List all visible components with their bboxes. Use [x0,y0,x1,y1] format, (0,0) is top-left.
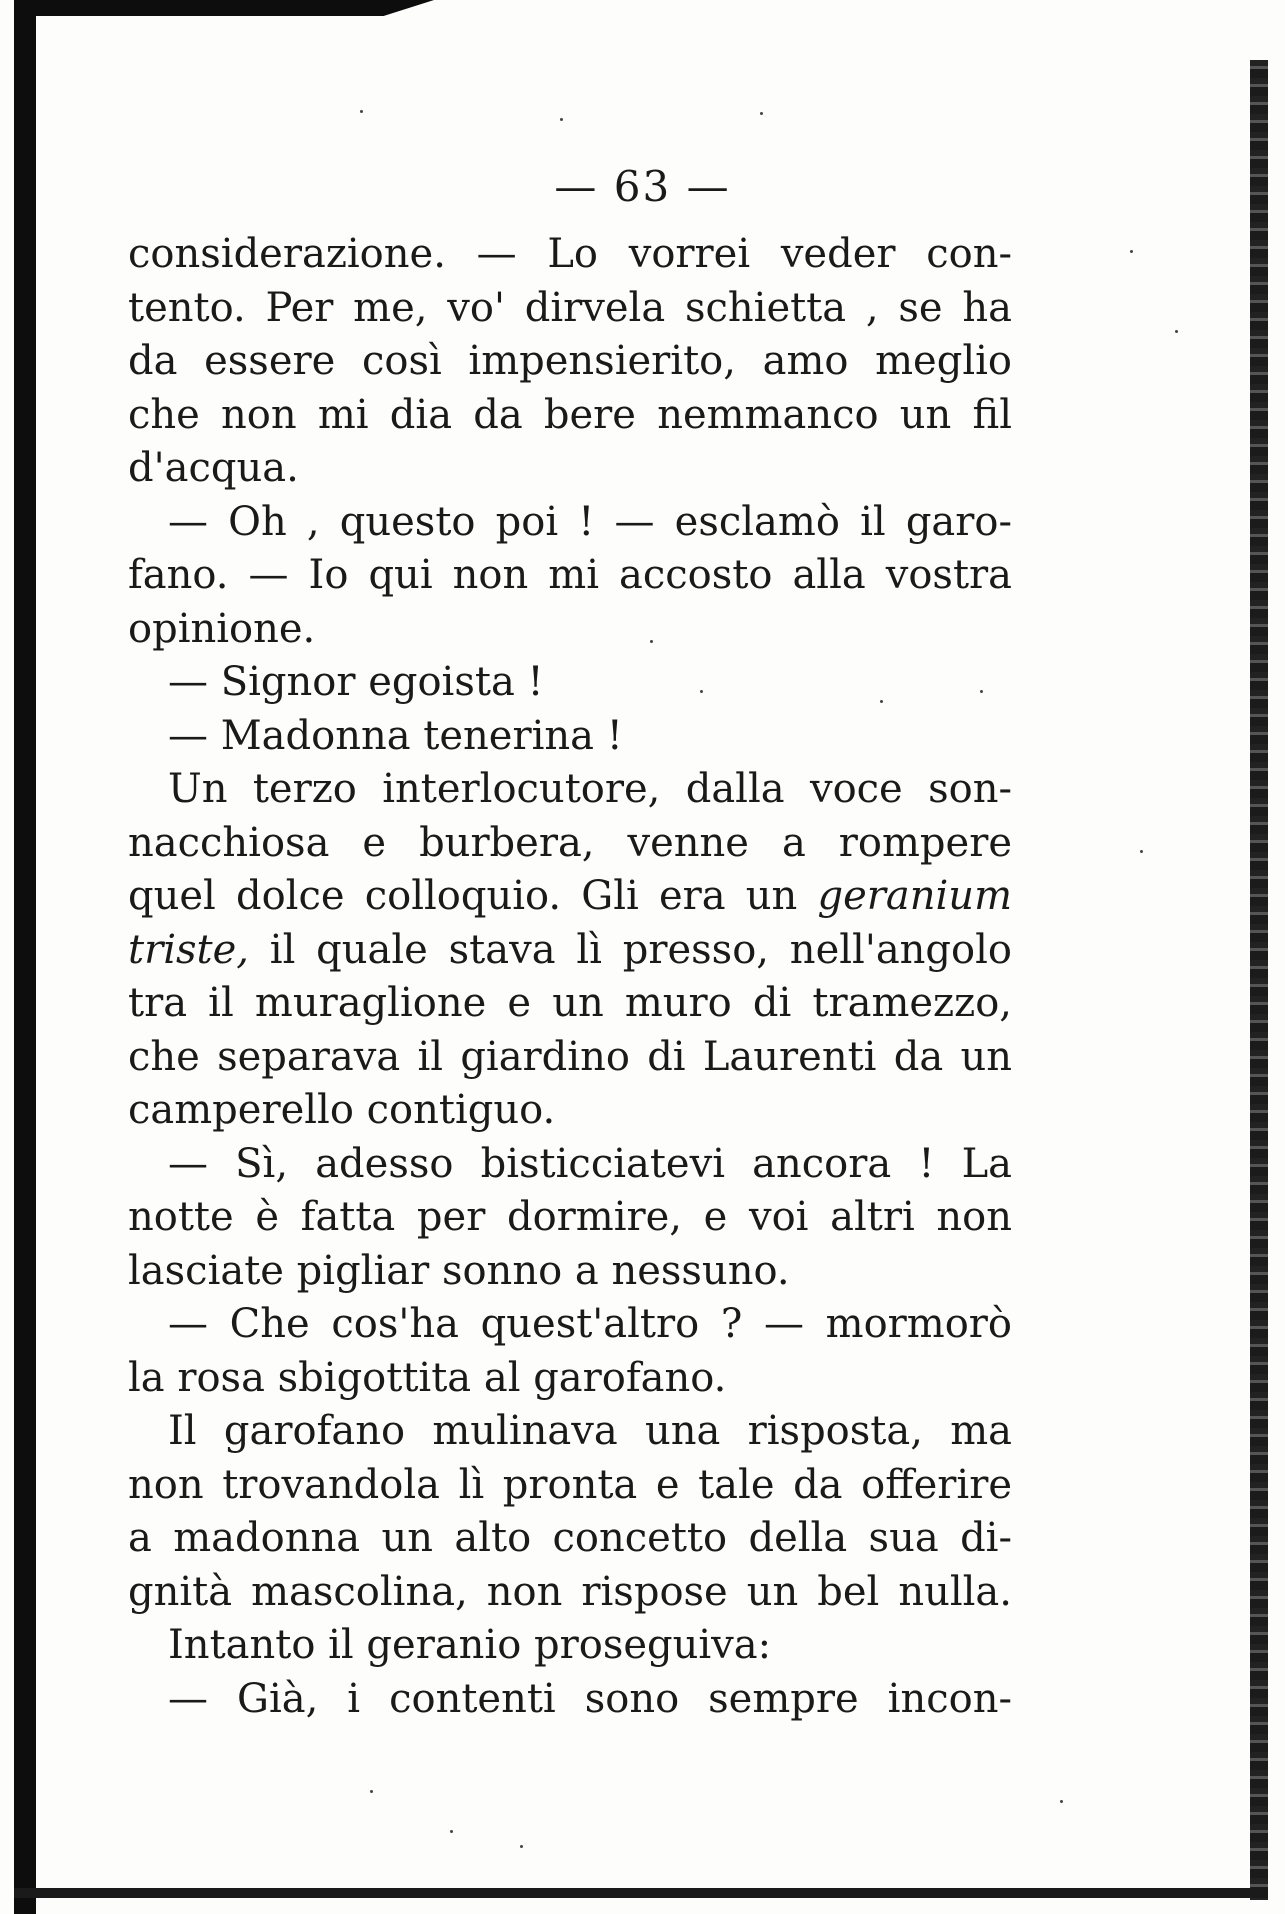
italic-term: triste, [128,926,249,973]
italic-term: geranium [817,873,1012,919]
text-line: lasciate pigliar sonno a nessuno. [128,1247,790,1294]
text-line: fano. — Io qui non mi accosto alla vostra [128,552,1012,598]
text-line: Il garofano mulinava una risposta, ma [168,1408,1012,1454]
text-line: d'acqua. [128,445,299,491]
text-line: notte è fatta per dormire, e voi altri non [128,1194,1012,1240]
text-line [128,870,1012,924]
text-line: — Oh , questo poi ! — esclamò il garo- [168,498,1012,545]
scan-speck [360,110,363,113]
scan-speck [450,1830,453,1833]
text-line: — Signor egoista ! [168,659,544,705]
text-line: non trovandola lì pronta e tale da offerire [128,1461,1012,1508]
text-line: a madonna un alto concetto della sua di- [128,1515,1012,1561]
body-text [128,228,1012,1726]
text-line: gnità mascolina, non rispose un bel nulla. [128,1568,1012,1615]
text-line: camperello contiguo. [128,1087,556,1133]
text-line: — Che cos'ha quest'altro ? — mormorò [168,1301,1012,1347]
text-line [128,924,1012,978]
text-line: che non mi dia da bere nemmanco un fil [128,391,1012,438]
page-bottom-edge [14,1888,1268,1898]
page-left-edge [14,0,36,1914]
text-line: — Sì, adesso bisticciatevi ancora ! La [168,1140,1012,1187]
text-line: Intanto il geranio proseguiva: [168,1622,772,1668]
scan-speck [370,1790,373,1793]
scan-speck [760,112,763,115]
page-top-edge [14,0,434,16]
page-number: — 63 — [554,162,731,211]
text-segment: quel dolce colloquio. Gli era un [128,873,818,919]
text-line: tra il muraglione e un muro di tramezzo, [128,980,1012,1026]
text-line: che separava il giardino di Laurenti da un [128,1033,1012,1080]
text-segment: il quale stava lì presso, nell'angolo [248,926,1012,973]
text-line: da essere così impensierito, amo meglio [128,338,1012,384]
page-right-edge [1250,60,1268,1900]
text-line: — Madonna tenerina ! [168,712,623,759]
text-line: la rosa sbigottita al garofano. [128,1354,727,1401]
text-line: opinione. [128,605,316,652]
text-line: — Già, i contenti sono sempre incon- [168,1675,1012,1722]
scan-speck [1060,1800,1063,1803]
scan-speck [1130,250,1133,253]
text-line: Un terzo interlocutore, dalla voce son- [168,766,1012,812]
scan-speck [520,1845,523,1848]
scan-speck [1140,850,1143,853]
scan-speck [1175,330,1178,333]
scan-speck [560,118,563,121]
text-line: nacchiosa e burbera, venne a rompere [128,819,1012,866]
text-line: tento. Per me, vo' dirvela schietta , se ha [128,284,1012,331]
text-line: considerazione. — Lo vorrei veder con- [128,231,1012,277]
